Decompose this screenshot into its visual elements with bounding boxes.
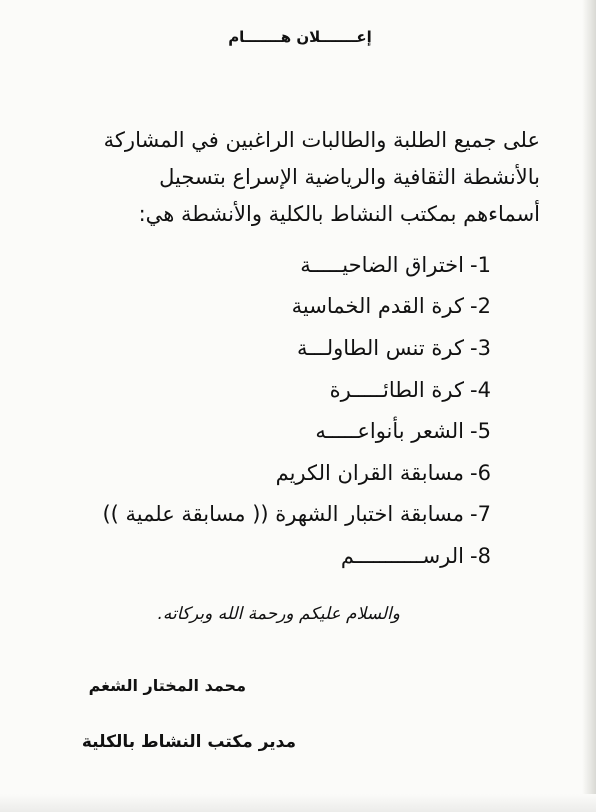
announcement-title: إعـــــــلان هـــــــام <box>228 28 372 46</box>
announcement-intro <box>60 122 540 233</box>
item-label: كرة تنس الطاولـــة <box>296 335 464 360</box>
page-edge-shadow <box>582 0 596 812</box>
item-number: -1 <box>470 252 491 277</box>
list-item <box>40 452 520 494</box>
list-item <box>40 286 520 328</box>
item-number: -6 <box>470 460 491 485</box>
intro-line-1: على جميع الطلبة والطالبات الراغبين في المشاركة <box>103 128 540 152</box>
item-number: -7 <box>470 502 491 527</box>
page-bottom-shadow <box>0 794 596 812</box>
item-number: -2 <box>470 294 491 319</box>
item-label: الرســـــــــــم <box>340 543 464 568</box>
item-number: -3 <box>470 335 491 360</box>
activities-list <box>40 244 520 577</box>
item-number: -5 <box>470 419 491 444</box>
list-item <box>40 494 520 536</box>
list-item <box>40 244 520 286</box>
item-label: مسابقة اختبار الشهرة (( مسابقة علمية )) <box>102 502 464 527</box>
signer-name: محمد المختار الشغم <box>88 676 246 695</box>
item-label: كرة القدم الخماسية <box>291 294 464 319</box>
item-label: مسابقة القران الكريم <box>275 460 464 485</box>
item-number: -8 <box>470 543 491 568</box>
intro-line-3: أسماءهم بمكتب النشاط بالكلية والأنشطة هي: <box>138 202 540 226</box>
list-item <box>40 535 520 577</box>
list-item <box>40 327 520 369</box>
item-label: اختراق الضاحيـــــة <box>300 252 464 277</box>
item-label: كرة الطائـــــرة <box>329 377 464 402</box>
closing-greeting: والسلام عليكم ورحمة الله وبركاته. <box>157 604 400 624</box>
list-item <box>40 369 520 411</box>
list-item <box>40 410 520 452</box>
signer-position: مدير مكتب النشاط بالكلية <box>81 732 296 752</box>
item-label: الشعر بأنواعـــــه <box>315 419 464 444</box>
item-number: -4 <box>470 377 491 402</box>
intro-line-2: بالأنشطة الثقافية والرياضية الإسراع بتسجيل <box>159 165 540 189</box>
